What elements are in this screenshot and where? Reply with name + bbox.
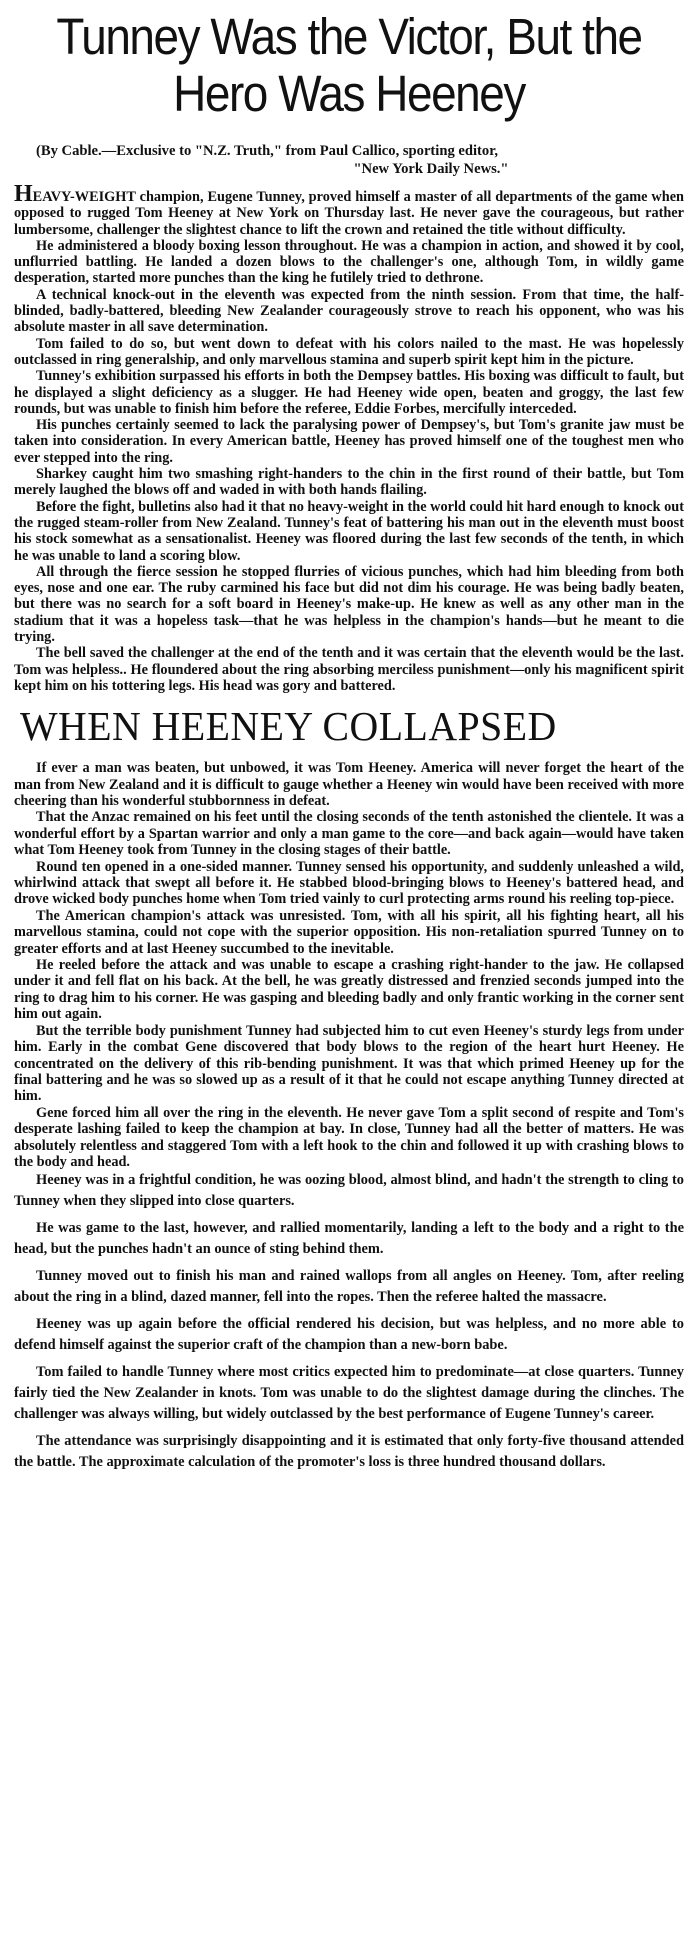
- paragraph: He reeled before the attack and was unable to escape a crashing right-hander to the jaw. He collapsed under it and fell flat on his back. At the bell, he was greatly distressed and frenzied seconds jumped into the ring to drag him to his corner. He was gasping and bleeding badly and only frantic working in the corner sent him out again.: [14, 957, 684, 1023]
- article-section-3: [14, 1170, 684, 1473]
- paragraph: Heeney was up again before the official rendered his decision, but was helpless, and no more able to defend himself against the superior craft of the champion than a new-born babe.: [14, 1316, 684, 1354]
- lead-paragraph: [14, 181, 684, 238]
- subheading: WHEN HEENEY COLLAPSED: [20, 703, 557, 750]
- paragraph: The American champion's attack was unresisted. Tom, with all his spirit, all his fighting heart, all his marvellous stamina, could not cope with the superior opposition. His non-retaliation spurred Tunney on to greater efforts and at last Heeney succumbed to the inevitable.: [14, 907, 684, 957]
- headline: [48, 8, 651, 122]
- paragraph: All through the fierce session he stopped flurries of vicious punches, which had him bleeding from both eyes, nose and one ear. The ruby carmined his face but did not dim his courage. He was being badly beaten, but there was no search for a soft board in Heeney's make-up. He knew as well as any other man in the stadium that it was a hopeless task—that he was helpless in the champion's hands—but he meant to die trying.: [14, 563, 684, 646]
- paragraph: Heeney was in a frightful condition, he was oozing blood, almost blind, and hadn't the strength to cling to Tunney when they slipped into close quarters.: [14, 1172, 684, 1210]
- paragraph: Tunney moved out to finish his man and rained wallops from all angles on Heeney. Tom, after reeling about the ring in a blind, dazed manner, fell into the ropes. Then the referee halted the massacre.: [14, 1268, 684, 1306]
- paragraph: Tunney's exhibition surpassed his efforts in both the Dempsey battles. His boxing was difficult to fault, but he displayed a slight deficiency as a slugger. He had Heeney wide open, beaten and groggy, the last few rounds, but was unable to finish him before the referee, Eddie Forbes, mercifully interceded.: [14, 368, 684, 417]
- paragraph: The bell saved the challenger at the end of the tenth and it was certain that the eleventh would be the last. Tom was helpless.. He floundered about the ring absorbing merciless punishment—only his magnificent spirit kept him on his tottering legs. His head was gory and battered.: [14, 645, 684, 694]
- drop-cap: H: [14, 181, 33, 207]
- paragraph: But the terrible body punishment Tunney had subjected him to cut even Heeney's sturdy legs from under him. Early in the combat Gene discovered that body blows to the region of the heart hurt Heeney. He concentrated on the delivery of this rib-bending punishment. It was that which primed Heeney up for the final battering and he was so slowed up as a result of it that he could not escape anything Tunney directed at him.: [14, 1022, 684, 1105]
- byline-line-1: (By Cable.—Exclusive to "N.Z. Truth," from Paul Callico, sporting editor,: [36, 143, 498, 159]
- lead-paragraph-text: EAVY-WEIGHT champion, Eugene Tunney, proved himself a master of all departments of the game when opposed to rugged Tom Heeney at New York on Thursday last. He never gave the courageous, but rather lumbersome, challenger the slightest chance to lift the crown and retained the title without difficulty.: [14, 189, 684, 238]
- headline-line-2: Hero Was Heeney: [173, 65, 525, 122]
- headline-line-1: Tunney Was the Victor, But the: [56, 8, 642, 65]
- paragraph: Sharkey caught him two smashing right-handers to the chin in the first round of their battle, but Tom merely laughed the blows off and waded in with both hands flailing.: [14, 466, 684, 499]
- paragraph: Gene forced him all over the ring in the eleventh. He never gave Tom a split second of respite and Tom's desperate lashing failed to keep the champion at bay. In close, Tunney had all the better of matters. He was absolutely relentless and staggered Tom with a left hook to the chin and followed it up with crashing blows to the body and head.: [14, 1104, 684, 1170]
- paragraph: The attendance was surprisingly disappointing and it is estimated that only forty-five thousand attended the battle. The approximate calculation of the promoter's loss is three hundred thousand dollars.: [14, 1433, 684, 1471]
- paragraph: If ever a man was beaten, but unbowed, it was Tom Heeney. America will never forget the heart of the man from New Zealand and it is difficult to gauge whether a Heeney win would have been received with more cheering than his wonderful stubbornness in defeat.: [14, 760, 684, 810]
- paragraph: His punches certainly seemed to lack the paralysing power of Dempsey's, but Tom's granite jaw must be taken into consideration. In every American battle, Heeney has proved himself one of the toughest men who ever stepped into the ring.: [14, 417, 684, 466]
- paragraph: Before the fight, bulletins also had it that no heavy-weight in the world could hit hard enough to knock out the rugged steam-roller from New Zealand. Tunney's feat of battering his man out in the eleventh must boost his stock somewhat as a sensationalist. Heeney was floored during the last few seconds of the tenth, in which he was unable to land a scoring blow.: [14, 498, 684, 564]
- paragraph: He was game to the last, however, and rallied momentarily, landing a left to the body and a right to the head, but the punches hadn't an ounce of sting behind them.: [14, 1220, 684, 1258]
- byline-line-2: "New York Daily News.": [353, 161, 509, 177]
- paragraph: That the Anzac remained on his feet until the closing seconds of the tenth astonished the clientele. It was a wonderful effort by a Spartan warrior and only a man game to the core—and back again—would have taken what Tom Heeney took from Tunney in the closing stages of their battle.: [14, 809, 684, 859]
- paragraph: Tom failed to do so, but went down to defeat with his colors nailed to the mast. He was hopelessly outclassed in ring generalship, and only marvellous stamina and superb spirit kept him in the picture.: [14, 335, 684, 368]
- paragraph: Round ten opened in a one-sided manner. Tunney sensed his opportunity, and suddenly unleashed a wild, whirlwind attack that swept all before it. He stabbed blood-bringing blows to Heeney's battered head, and drove wicked body punches home when Tom tried vainly to curl protecting arms round his reeling top-piece.: [14, 858, 684, 908]
- paragraph: Tom failed to handle Tunney where most critics expected him to predominate—at close quarters. Tunney fairly tied the New Zealander in knots. Tom was unable to do the slightest damage during the clinches. The challenger was always willing, but widely outclassed by the best performance of Eugene Tunney's career.: [14, 1364, 684, 1423]
- byline: [14, 142, 684, 178]
- paragraph: He administered a bloody boxing lesson throughout. He was a champion in action, and showed it by cool, unflurried battling. He landed a dozen blows to the challenger's one, although Tom, in wildly game desperation, started more punches than the king he futilely tried to dethrone.: [14, 237, 684, 287]
- paragraph: A technical knock-out in the eleventh was expected from the ninth session. From that time, the half-blinded, badly-battered, bleeding New Zealander courageously strove to reach his opponent, who was his absolute master in all save determination.: [14, 286, 684, 336]
- article-section-1: [14, 181, 684, 694]
- article-section-2: [14, 760, 684, 1170]
